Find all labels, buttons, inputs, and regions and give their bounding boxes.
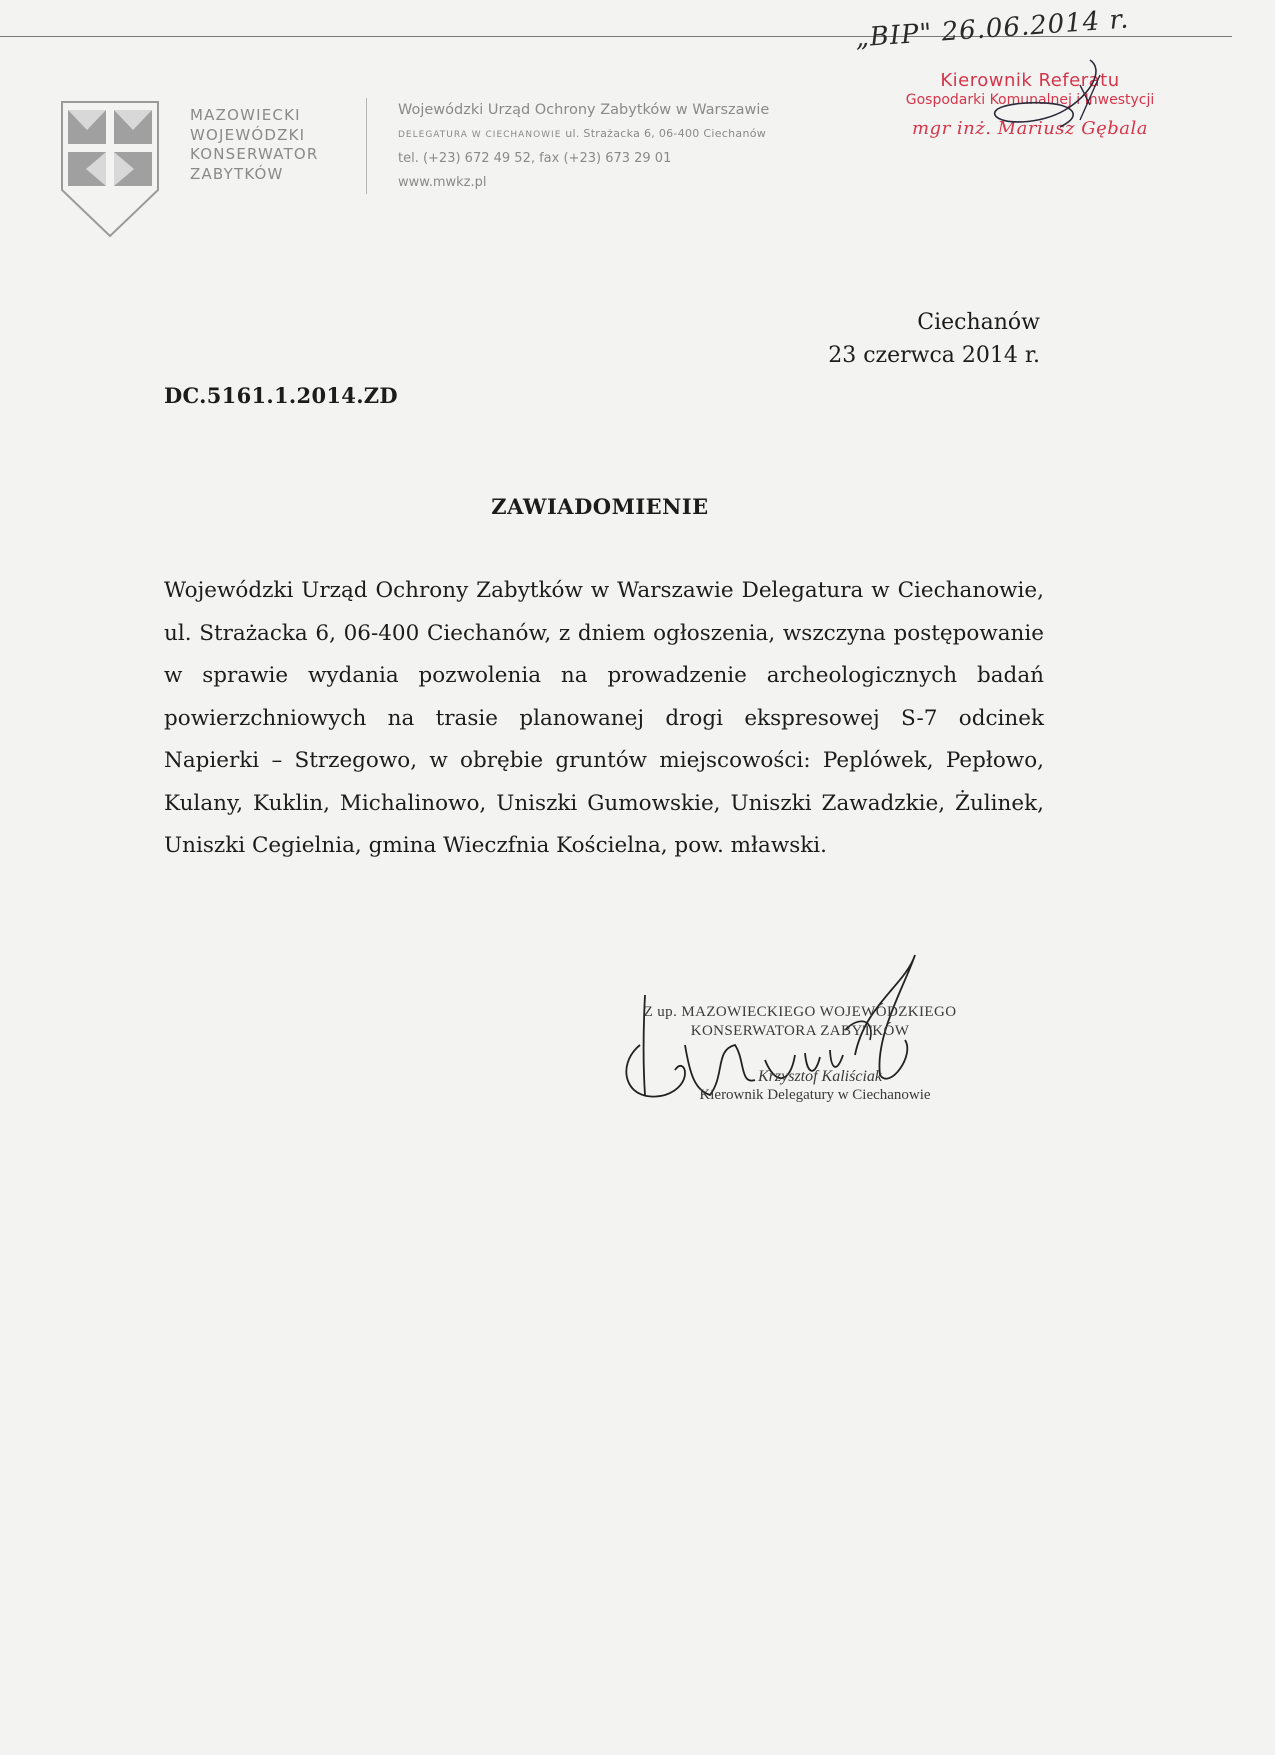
received-stamp: Kierownik Referatu Gospodarki Komunalnej i Inwestycji mgr inż. Mariusz Gębala bbox=[905, 70, 1155, 139]
body-paragraph: Wojewódzki Urząd Ochrony Zabytków w Warszawie Delegatura w Ciechanowie, ul. Strażacka 6, 06-400 Ciechanów, z dniem ogłoszenia, wszczyna postępowanie w sprawie wydania pozwolenia na prowadzenie archeologicznych badań powierzchniowych na trasie planowanej drogi ekspresowej S-7 odcinek Napierki – Strzegowo, w obrębie gruntów miejscowości: Peplówek, Pepłowo, Kulany, Kuklin, Michalinowo, Uniszki Gumowskie, Uniszki Zawadzkie, Żulinek, Uniszki Cegielnia, gmina Wieczfnia Kościelna, pow. mławski. bbox=[164, 578, 1044, 858]
reference-number: DC.5161.1.2014.ZD bbox=[164, 383, 398, 408]
office-branch-address: DELEGATURA W CIECHANOWIE ul. Strażacka 6, 06-400 Ciechanów bbox=[398, 127, 767, 140]
stamp-signature-icon bbox=[940, 55, 1140, 145]
office-name: Wojewódzki Urząd Ochrony Zabytków w Warszawie bbox=[398, 102, 770, 118]
letter-date bbox=[828, 306, 1040, 372]
mwkz-logo-icon bbox=[60, 100, 160, 240]
letter-date-value: 23 czerwca 2014 r. bbox=[828, 343, 1040, 368]
header-divider bbox=[366, 98, 367, 194]
signature-stamp: Z up. MAZOWIECKIEGO WOJEWÓDZKIEGO KONSERWATORA ZABYTKÓW Krzysztof Kaliściak Kierownik Delegatury w Ciechanowie bbox=[643, 1004, 957, 1103]
letter-body bbox=[164, 570, 1044, 868]
office-web: www.mwkz.pl bbox=[398, 175, 487, 190]
org-name: MAZOWIECKI WOJEWÓDZKI KONSERWATOR ZABYTKÓW bbox=[190, 106, 319, 183]
office-info bbox=[398, 98, 769, 195]
letter-place: Ciechanów bbox=[917, 310, 1040, 335]
bip-handwritten-note: „BIP" 26.06.2014 r. bbox=[854, 4, 1131, 54]
document-title: ZAWIADOMIENIE bbox=[491, 494, 709, 519]
office-phone: tel. (+23) 672 49 52, fax (+23) 673 29 01 bbox=[398, 151, 672, 166]
